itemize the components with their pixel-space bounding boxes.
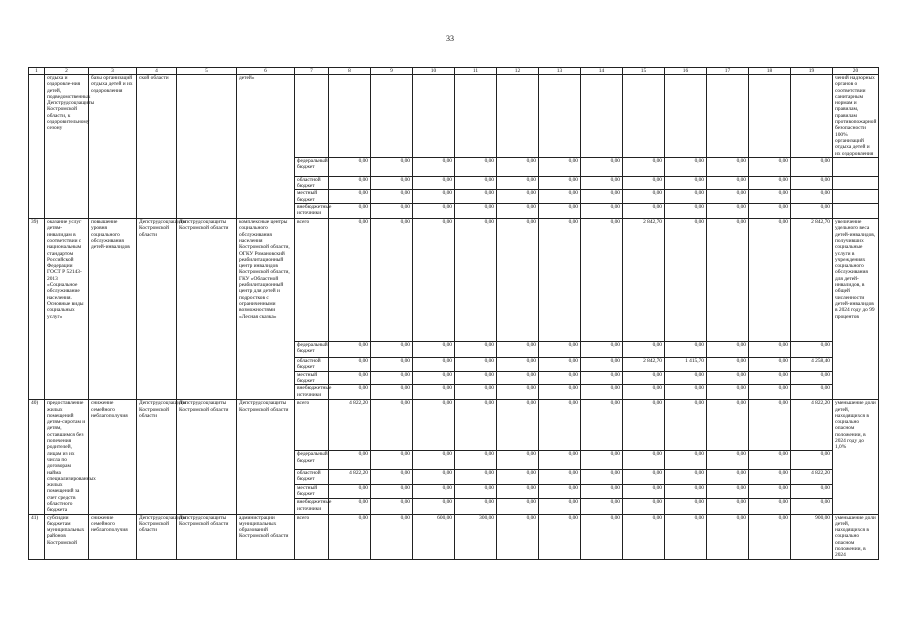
program-table bbox=[28, 67, 879, 560]
value-cell: 0,00 bbox=[623, 157, 665, 176]
value-cell: 0,00 bbox=[749, 204, 791, 219]
value-cell: 0,00 bbox=[749, 484, 791, 499]
value-cell bbox=[791, 75, 833, 158]
cell-col3: базы организаций отдыха детей и их оздоровления bbox=[89, 75, 137, 219]
cell-col4: Депструдсоцзащиты Костромской области bbox=[137, 514, 177, 559]
table-row bbox=[29, 514, 879, 559]
value-cell: 0,00 bbox=[791, 342, 833, 358]
value-cell: 0,00 bbox=[455, 371, 497, 385]
value-cell: 0,00 bbox=[413, 157, 455, 176]
value-cell: 0,00 bbox=[497, 176, 539, 190]
value-cell: 0,00 bbox=[665, 204, 707, 219]
value-cell: 0,00 bbox=[455, 484, 497, 499]
value-cell: 0,00 bbox=[413, 499, 455, 514]
cell-result-empty bbox=[833, 190, 879, 204]
cell-result: увеличение удельного веса детей-инвалидов, получивших социальные услуги в учреждениях социального обслуживания для детей-инвалидов, в общей численности детей-инвалидов в 2024 году до 99 процентов bbox=[833, 219, 879, 400]
cell-col5 bbox=[177, 75, 237, 219]
funding-source: внебюджетные источники bbox=[295, 204, 329, 219]
value-cell: 0,00 bbox=[539, 451, 581, 469]
value-cell: 0,00 bbox=[791, 204, 833, 219]
value-cell: 0,00 bbox=[665, 342, 707, 358]
value-cell: 0,00 bbox=[413, 484, 455, 499]
value-cell: 0,00 bbox=[455, 400, 497, 451]
cell-col5: Депструдсоцзащиты Костромской области bbox=[177, 514, 237, 559]
header-cell: 10 bbox=[413, 68, 455, 75]
value-cell: 0,00 bbox=[497, 499, 539, 514]
value-cell: 0,00 bbox=[581, 342, 623, 358]
header-cell: 3 bbox=[89, 68, 137, 75]
cell-no bbox=[29, 75, 45, 219]
value-cell: 0,00 bbox=[707, 219, 749, 342]
value-cell: 300,00 bbox=[455, 514, 497, 559]
value-cell: 0,00 bbox=[329, 342, 371, 358]
value-cell: 1 415,70 bbox=[665, 358, 707, 372]
funding-source: областной бюджет bbox=[295, 358, 329, 372]
value-cell: 0,00 bbox=[497, 157, 539, 176]
value-cell: 0,00 bbox=[455, 342, 497, 358]
value-cell: 0,00 bbox=[371, 219, 413, 342]
value-cell: 0,00 bbox=[707, 451, 749, 469]
value-cell: 0,00 bbox=[539, 385, 581, 400]
header-cell: 20 bbox=[833, 68, 879, 75]
value-cell: 0,00 bbox=[371, 371, 413, 385]
value-cell: 0,00 bbox=[497, 204, 539, 219]
value-cell: 0,00 bbox=[371, 499, 413, 514]
value-cell: 0,00 bbox=[329, 385, 371, 400]
value-cell: 900,00 bbox=[791, 514, 833, 559]
value-cell: 0,00 bbox=[707, 190, 749, 204]
cell-result-empty bbox=[833, 176, 879, 190]
header-cell: 18 bbox=[749, 68, 791, 75]
header-row bbox=[29, 68, 879, 75]
value-cell bbox=[749, 75, 791, 158]
value-cell: 0,00 bbox=[665, 514, 707, 559]
cell-no: 40) bbox=[29, 400, 45, 514]
value-cell: 0,00 bbox=[413, 204, 455, 219]
funding-source: всего bbox=[295, 400, 329, 451]
value-cell: 0,00 bbox=[455, 451, 497, 469]
funding-source: федеральный бюджет bbox=[295, 157, 329, 176]
value-cell: 0,00 bbox=[539, 400, 581, 451]
value-cell: 0,00 bbox=[707, 342, 749, 358]
value-cell: 0,00 bbox=[371, 157, 413, 176]
value-cell: 0,00 bbox=[329, 514, 371, 559]
value-cell: 0,00 bbox=[623, 385, 665, 400]
header-cell: 11 bbox=[455, 68, 497, 75]
value-cell: 0,00 bbox=[539, 469, 581, 484]
value-cell: 0,00 bbox=[329, 371, 371, 385]
cell-col6: администрации муниципальных образований Костромской области bbox=[237, 514, 295, 559]
value-cell: 0,00 bbox=[623, 484, 665, 499]
value-cell: 0,00 bbox=[581, 190, 623, 204]
value-cell: 0,00 bbox=[413, 176, 455, 190]
value-cell: 4 822,20 bbox=[329, 400, 371, 451]
value-cell: 0,00 bbox=[497, 371, 539, 385]
header-cell: 19 bbox=[791, 68, 833, 75]
cell-col5: Депструдсоцзащиты Костромской области bbox=[177, 219, 237, 400]
cell-result: уменьшение доли детей, находящихся в социально опасном положении, в 2024 году до 1,0% bbox=[833, 400, 879, 514]
value-cell: 0,00 bbox=[413, 342, 455, 358]
cell-col3: снижение семейного неблагополучия bbox=[89, 400, 137, 514]
cell-col5: Депструдсоцзащиты Костромской области bbox=[177, 400, 237, 514]
value-cell: 0,00 bbox=[707, 157, 749, 176]
value-cell: 0,00 bbox=[329, 176, 371, 190]
cell-col3: повышение уровня социального обслуживания детей-инвалидов bbox=[89, 219, 137, 400]
value-cell: 0,00 bbox=[539, 204, 581, 219]
value-cell: 0,00 bbox=[791, 157, 833, 176]
value-cell: 0,00 bbox=[791, 176, 833, 190]
value-cell: 0,00 bbox=[539, 499, 581, 514]
value-cell: 0,00 bbox=[581, 484, 623, 499]
header-cell: 7 bbox=[295, 68, 329, 75]
value-cell bbox=[371, 75, 413, 158]
value-cell: 0,00 bbox=[623, 371, 665, 385]
value-cell: 0,00 bbox=[371, 176, 413, 190]
value-cell: 0,00 bbox=[371, 385, 413, 400]
cell-col4: Депструдсоцзащиты Костромской области bbox=[137, 400, 177, 514]
value-cell: 0,00 bbox=[581, 371, 623, 385]
value-cell: 2 842,70 bbox=[791, 219, 833, 342]
value-cell bbox=[707, 75, 749, 158]
value-cell: 0,00 bbox=[581, 219, 623, 342]
value-cell: 0,00 bbox=[581, 400, 623, 451]
value-cell: 0,00 bbox=[665, 157, 707, 176]
value-cell: 600,00 bbox=[413, 514, 455, 559]
cell-col3: снижение семейного неблагополучия bbox=[89, 514, 137, 559]
funding-source: всего bbox=[295, 219, 329, 342]
value-cell: 0,00 bbox=[581, 204, 623, 219]
value-cell: 0,00 bbox=[455, 385, 497, 400]
value-cell: 0,00 bbox=[749, 400, 791, 451]
value-cell: 0,00 bbox=[707, 204, 749, 219]
funding-source: федеральный бюджет bbox=[295, 342, 329, 358]
value-cell: 0,00 bbox=[539, 219, 581, 342]
cell-col2: оказание услуг детям-инвалидам в соответствии с национальным стандартом Российской Федерации ГОСТ Р 52143-2013 «Социальное обслуживание населения. Основные виды социальных услуг» bbox=[45, 219, 89, 400]
value-cell: 0,00 bbox=[329, 219, 371, 342]
cell-col2: субсидии бюджетам муниципальных районов Костромской bbox=[45, 514, 89, 559]
header-cell: 8 bbox=[329, 68, 371, 75]
value-cell: 0,00 bbox=[749, 385, 791, 400]
value-cell: 4 822,20 bbox=[791, 469, 833, 484]
funding-source: федеральный бюджет bbox=[295, 451, 329, 469]
value-cell: 0,00 bbox=[539, 176, 581, 190]
value-cell: 0,00 bbox=[497, 385, 539, 400]
header-cell: 16 bbox=[665, 68, 707, 75]
value-cell: 0,00 bbox=[623, 400, 665, 451]
cell-col4: Депструдсоцзащиты Костромской области bbox=[137, 219, 177, 400]
value-cell: 0,00 bbox=[665, 385, 707, 400]
value-cell: 0,00 bbox=[623, 451, 665, 469]
value-cell: 0,00 bbox=[791, 451, 833, 469]
value-cell: 0,00 bbox=[665, 499, 707, 514]
value-cell: 0,00 bbox=[413, 400, 455, 451]
value-cell: 0,00 bbox=[413, 219, 455, 342]
value-cell: 0,00 bbox=[791, 484, 833, 499]
value-cell: 4 258,40 bbox=[791, 358, 833, 372]
value-cell: 0,00 bbox=[497, 358, 539, 372]
value-cell: 0,00 bbox=[623, 342, 665, 358]
table-row bbox=[29, 75, 879, 158]
cell-col6: Депструдсоцзащиты Костромской области bbox=[237, 400, 295, 514]
value-cell: 0,00 bbox=[539, 157, 581, 176]
header-cell: 17 bbox=[707, 68, 749, 75]
value-cell: 0,00 bbox=[371, 400, 413, 451]
value-cell bbox=[329, 75, 371, 158]
cell-no: 39) bbox=[29, 219, 45, 400]
value-cell: 0,00 bbox=[371, 342, 413, 358]
value-cell: 0,00 bbox=[455, 219, 497, 342]
value-cell: 0,00 bbox=[707, 499, 749, 514]
value-cell: 0,00 bbox=[707, 358, 749, 372]
value-cell bbox=[539, 75, 581, 158]
value-cell: 0,00 bbox=[749, 358, 791, 372]
value-cell: 0,00 bbox=[665, 219, 707, 342]
value-cell: 0,00 bbox=[749, 176, 791, 190]
value-cell: 0,00 bbox=[371, 358, 413, 372]
cell-result: чений надзорных органов о соответствии санитарным нормам и правилам, правилам противопожарной безопасности 100% организаций отдыха детей и их оздоровления bbox=[833, 75, 879, 158]
value-cell: 0,00 bbox=[707, 176, 749, 190]
value-cell: 0,00 bbox=[665, 371, 707, 385]
value-cell: 0,00 bbox=[581, 451, 623, 469]
value-cell: 0,00 bbox=[455, 190, 497, 204]
value-cell: 0,00 bbox=[581, 176, 623, 190]
value-cell: 0,00 bbox=[455, 157, 497, 176]
value-cell: 0,00 bbox=[497, 342, 539, 358]
header-cell: 5 bbox=[177, 68, 237, 75]
value-cell: 0,00 bbox=[623, 469, 665, 484]
value-cell: 0,00 bbox=[497, 451, 539, 469]
value-cell: 0,00 bbox=[539, 342, 581, 358]
header-cell: 1 bbox=[29, 68, 45, 75]
funding-source: областной бюджет bbox=[295, 469, 329, 484]
funding-source: местный бюджет bbox=[295, 371, 329, 385]
value-cell: 0,00 bbox=[791, 499, 833, 514]
value-cell: 0,00 bbox=[371, 204, 413, 219]
value-cell: 0,00 bbox=[413, 385, 455, 400]
funding-source bbox=[295, 75, 329, 158]
funding-source: внебюджетные источники bbox=[295, 385, 329, 400]
value-cell: 0,00 bbox=[623, 190, 665, 204]
cell-col6: комплексные центры социального обслуживания населения Костромской области, ОГКУ Романовский реабилитационный центр инвалидов Костромской области, ГКУ «Областной реабилитационный центр для детей и подростков с ограниченными возможностями «Лесная сказка» bbox=[237, 219, 295, 400]
value-cell: 0,00 bbox=[329, 451, 371, 469]
value-cell: 0,00 bbox=[581, 358, 623, 372]
value-cell: 0,00 bbox=[371, 190, 413, 204]
value-cell: 0,00 bbox=[539, 358, 581, 372]
funding-source: местный бюджет bbox=[295, 190, 329, 204]
header-cell: 14 bbox=[581, 68, 623, 75]
value-cell: 0,00 bbox=[497, 484, 539, 499]
value-cell: 0,00 bbox=[371, 451, 413, 469]
value-cell: 0,00 bbox=[665, 176, 707, 190]
value-cell: 0,00 bbox=[749, 469, 791, 484]
cell-col6: детей» bbox=[237, 75, 295, 219]
value-cell: 0,00 bbox=[329, 190, 371, 204]
value-cell: 0,00 bbox=[455, 358, 497, 372]
value-cell: 0,00 bbox=[749, 219, 791, 342]
value-cell: 0,00 bbox=[497, 219, 539, 342]
value-cell: 0,00 bbox=[455, 204, 497, 219]
value-cell: 0,00 bbox=[371, 514, 413, 559]
cell-col2: отдыха и оздоровле-ния детей, подведомственных Депструдсоцзащиты Костромской области, к оздоровительному сезону bbox=[45, 75, 89, 219]
cell-result: уменьшение доли детей, находящихся в социально опасном положении, в 2024 bbox=[833, 514, 879, 559]
value-cell: 0,00 bbox=[791, 190, 833, 204]
value-cell: 0,00 bbox=[455, 469, 497, 484]
value-cell: 0,00 bbox=[749, 157, 791, 176]
value-cell: 0,00 bbox=[707, 385, 749, 400]
funding-source: местный бюджет bbox=[295, 484, 329, 499]
value-cell: 0,00 bbox=[413, 371, 455, 385]
value-cell: 0,00 bbox=[791, 371, 833, 385]
value-cell: 0,00 bbox=[749, 514, 791, 559]
header-cell: 12 bbox=[497, 68, 539, 75]
cell-result-empty bbox=[833, 157, 879, 176]
value-cell: 0,00 bbox=[581, 157, 623, 176]
value-cell: 0,00 bbox=[497, 514, 539, 559]
table-row bbox=[29, 400, 879, 451]
value-cell: 0,00 bbox=[539, 484, 581, 499]
value-cell: 2 842,70 bbox=[623, 358, 665, 372]
value-cell: 0,00 bbox=[749, 190, 791, 204]
cell-no: 41) bbox=[29, 514, 45, 559]
value-cell: 0,00 bbox=[329, 499, 371, 514]
value-cell: 4 822,20 bbox=[791, 400, 833, 451]
value-cell bbox=[581, 75, 623, 158]
value-cell: 0,00 bbox=[707, 514, 749, 559]
value-cell: 0,00 bbox=[413, 358, 455, 372]
cell-col2: предоставление жилых помещений детям-сиротам и детям, оставшимся без попечения родителей, лицам из их числа по договорам найма специализированных жилых помещений за счет средств областного бюджета bbox=[45, 400, 89, 514]
value-cell: 0,00 bbox=[497, 190, 539, 204]
value-cell: 0,00 bbox=[497, 469, 539, 484]
table-row bbox=[29, 219, 879, 342]
value-cell: 0,00 bbox=[665, 469, 707, 484]
value-cell: 0,00 bbox=[329, 358, 371, 372]
value-cell: 0,00 bbox=[749, 342, 791, 358]
value-cell: 0,00 bbox=[413, 469, 455, 484]
value-cell: 0,00 bbox=[371, 469, 413, 484]
value-cell: 0,00 bbox=[413, 451, 455, 469]
value-cell: 4 822,20 bbox=[329, 469, 371, 484]
funding-source: всего bbox=[295, 514, 329, 559]
value-cell: 0,00 bbox=[413, 190, 455, 204]
value-cell: 0,00 bbox=[539, 190, 581, 204]
header-cell: 13 bbox=[539, 68, 581, 75]
value-cell: 0,00 bbox=[623, 514, 665, 559]
header-cell: 2 bbox=[45, 68, 89, 75]
value-cell: 0,00 bbox=[329, 157, 371, 176]
value-cell: 0,00 bbox=[581, 499, 623, 514]
value-cell: 0,00 bbox=[665, 451, 707, 469]
value-cell: 0,00 bbox=[329, 204, 371, 219]
value-cell: 0,00 bbox=[623, 499, 665, 514]
value-cell: 0,00 bbox=[665, 400, 707, 451]
value-cell: 0,00 bbox=[707, 371, 749, 385]
value-cell: 0,00 bbox=[623, 204, 665, 219]
value-cell: 0,00 bbox=[581, 469, 623, 484]
header-cell: 15 bbox=[623, 68, 665, 75]
value-cell: 0,00 bbox=[791, 385, 833, 400]
cell-col4: ской области bbox=[137, 75, 177, 219]
page-number: 33 bbox=[446, 34, 454, 43]
value-cell: 0,00 bbox=[749, 371, 791, 385]
value-cell: 0,00 bbox=[497, 400, 539, 451]
value-cell bbox=[455, 75, 497, 158]
value-cell: 0,00 bbox=[539, 371, 581, 385]
value-cell: 0,00 bbox=[749, 451, 791, 469]
value-cell: 2 842,70 bbox=[623, 219, 665, 342]
value-cell: 0,00 bbox=[749, 499, 791, 514]
value-cell bbox=[665, 75, 707, 158]
value-cell: 0,00 bbox=[623, 176, 665, 190]
value-cell: 0,00 bbox=[707, 469, 749, 484]
value-cell: 0,00 bbox=[455, 499, 497, 514]
value-cell bbox=[413, 75, 455, 158]
funding-source: областной бюджет bbox=[295, 176, 329, 190]
value-cell: 0,00 bbox=[371, 484, 413, 499]
cell-result-empty bbox=[833, 204, 879, 219]
value-cell: 0,00 bbox=[707, 484, 749, 499]
value-cell: 0,00 bbox=[329, 484, 371, 499]
value-cell: 0,00 bbox=[665, 190, 707, 204]
value-cell: 0,00 bbox=[539, 514, 581, 559]
value-cell: 0,00 bbox=[707, 400, 749, 451]
value-cell: 0,00 bbox=[455, 176, 497, 190]
value-cell: 0,00 bbox=[581, 514, 623, 559]
header-cell: 6 bbox=[237, 68, 295, 75]
funding-source: внебюджетные источники bbox=[295, 499, 329, 514]
value-cell bbox=[623, 75, 665, 158]
value-cell: 0,00 bbox=[665, 484, 707, 499]
value-cell: 0,00 bbox=[581, 385, 623, 400]
header-cell: 9 bbox=[371, 68, 413, 75]
value-cell bbox=[497, 75, 539, 158]
header-cell: 4 bbox=[137, 68, 177, 75]
